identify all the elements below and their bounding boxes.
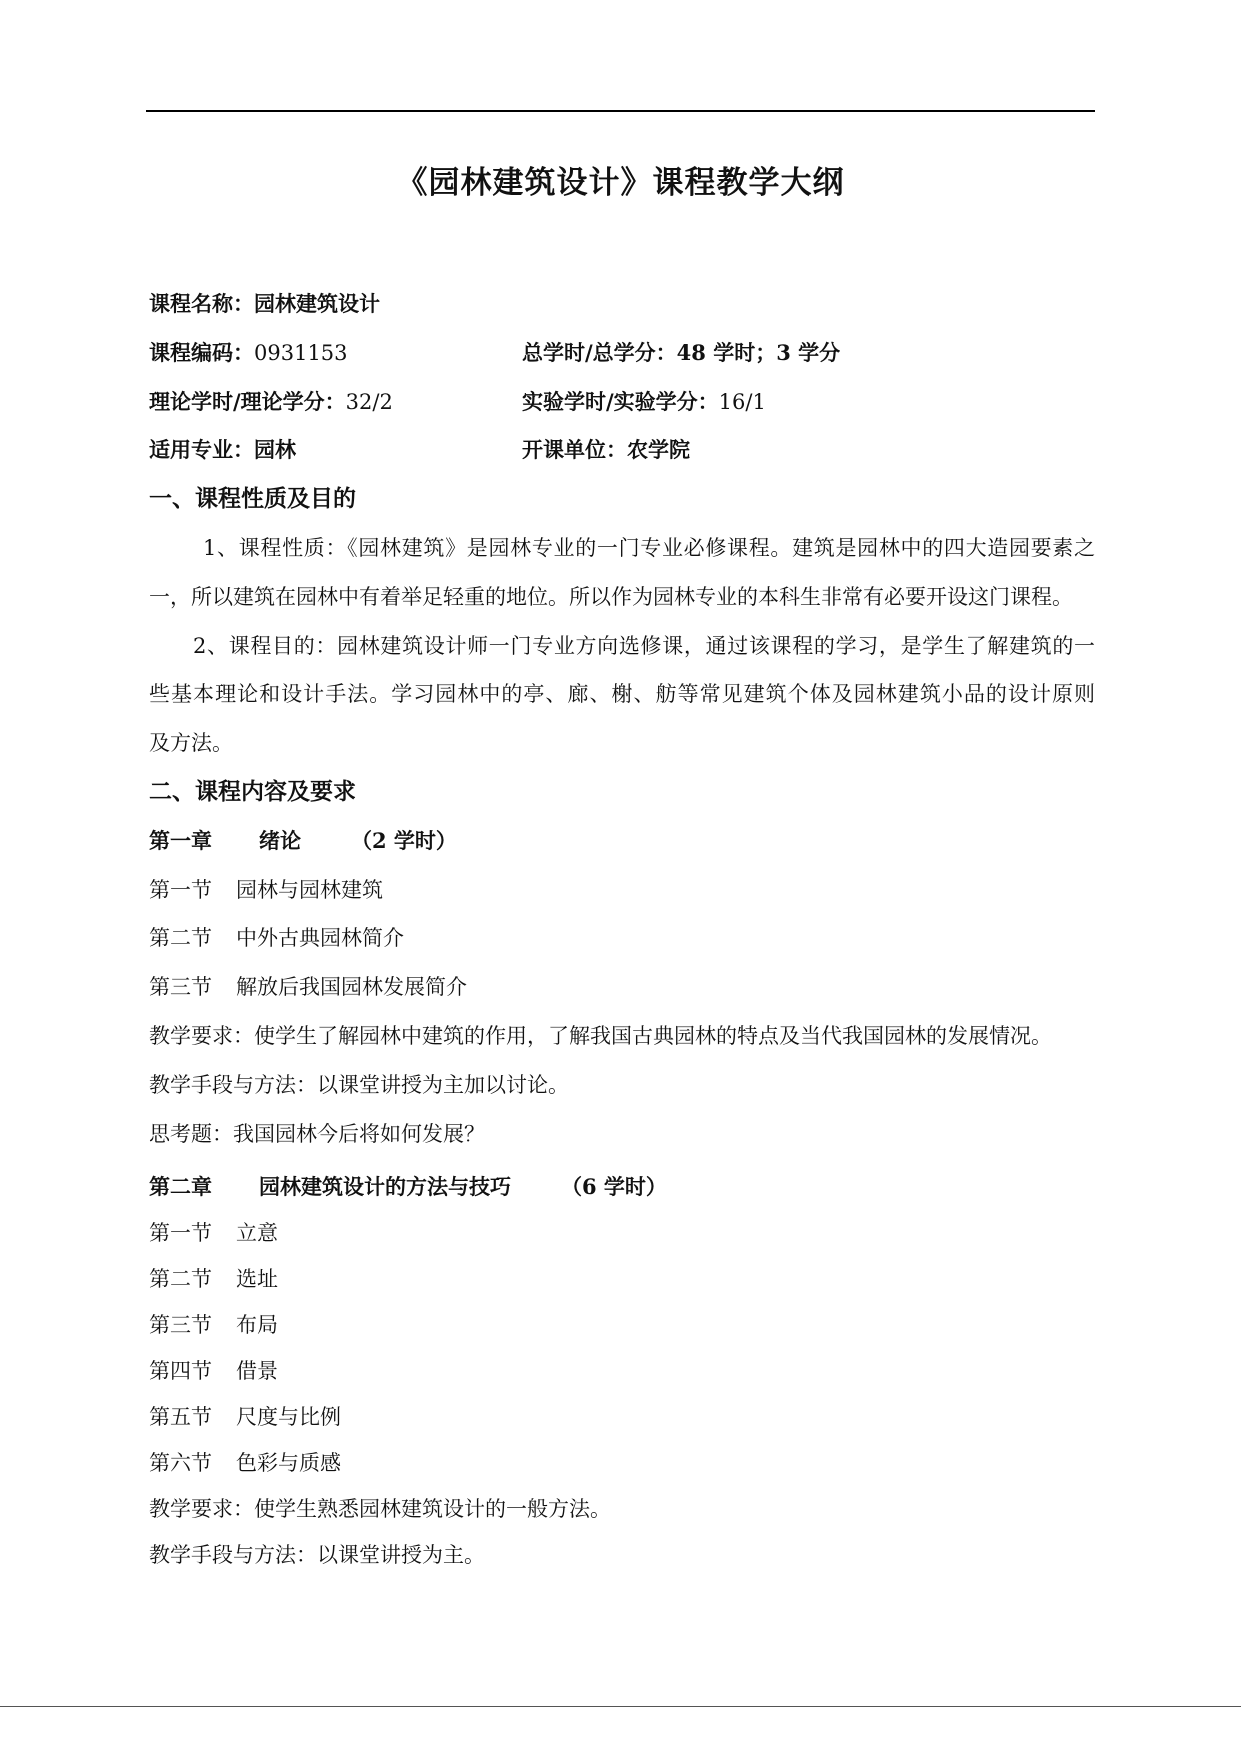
chapter-number: 第二章 (149, 1174, 212, 1199)
info-label: 实验学时/实验学分： (522, 388, 719, 414)
section-item (149, 1256, 1095, 1302)
paragraph-line: 一，所以建筑在园林中有着举足轻重的地位。所以作为园林专业的本科生非常有必要开设这门课程。 (149, 584, 1073, 609)
section-title: 中外古典园林简介 (236, 926, 404, 951)
info-label: 总学时/总学分： (522, 339, 677, 365)
info-row-major-department (149, 426, 1095, 475)
chapter-hours: （2 学时） (351, 827, 457, 853)
section-item (149, 1348, 1095, 1394)
info-row-code-hours (149, 329, 1095, 378)
paragraph-course-nature (149, 524, 1095, 622)
chapter-title: 园林建筑设计的方法与技巧 (259, 1174, 511, 1199)
section-title: 园林与园林建筑 (236, 877, 383, 902)
paragraph-line: 些基本理论和设计手法。学习园林中的亭、廊、榭、舫等常见建筑个体及园林建筑小品的设计原则 (149, 682, 1095, 707)
chapter-hours: （6 学时） (561, 1174, 667, 1199)
info-value: 园林建筑设计 (254, 291, 380, 316)
info-value: 32/2 (345, 389, 393, 414)
section-item (149, 1302, 1095, 1348)
info-value: 0931153 (254, 340, 348, 365)
section-title: 立意 (236, 1221, 278, 1245)
teaching-requirements: 教学要求：使学生熟悉园林建筑设计的一般方法。 (149, 1497, 611, 1521)
chapter-heading-1 (149, 817, 1095, 866)
section-title: 布局 (236, 1313, 278, 1337)
info-row-theory-lab (149, 378, 1095, 427)
chapter-number: 第一章 (149, 827, 212, 853)
info-value: 农学院 (627, 437, 690, 463)
info-cell-department (522, 426, 690, 475)
teaching-requirements: 教学要求：使学生了解园林中建筑的作用，了解我国古典园林的特点及当代我国园林的发展情况。 (149, 1023, 1052, 1048)
section-title: 尺度与比例 (236, 1405, 341, 1429)
section-number: 第二节 (149, 1267, 212, 1291)
chapter-title: 绪论 (259, 827, 301, 853)
section-number: 第四节 (149, 1359, 212, 1383)
info-label: 课程编码： (149, 339, 254, 365)
section-item (149, 1210, 1095, 1256)
section-item (149, 1440, 1095, 1486)
section-heading-content-requirements: 二、课程内容及要求 (149, 777, 356, 805)
section-heading-nature-purpose: 一、课程性质及目的 (149, 485, 356, 513)
paragraph-line: 2、课程目的：园林建筑设计师一门专业方向选修课，通过该课程的学习，是学生了解建筑的一 (193, 633, 1095, 658)
document-body-part-2 (149, 1164, 1095, 1578)
section-item (149, 963, 1095, 1012)
document-body-part-1 (149, 280, 1095, 1158)
section-number: 第五节 (149, 1405, 212, 1429)
info-label: 开课单位： (522, 437, 627, 463)
section-number: 第一节 (149, 1221, 212, 1245)
teaching-methods: 教学手段与方法：以课堂讲授为主。 (149, 1543, 485, 1567)
section-number: 第一节 (149, 877, 212, 902)
discussion-question: 思考题：我国园林今后将如何发展？ (149, 1121, 485, 1146)
info-cell-total-hours (522, 329, 840, 378)
section-title: 解放后我国园林发展简介 (236, 975, 467, 1000)
info-cell-lab-hours (522, 378, 766, 427)
info-label: 课程名称： (149, 291, 254, 316)
info-value: 16/1 (718, 389, 766, 414)
section-number: 第三节 (149, 1313, 212, 1337)
section-number: 第二节 (149, 926, 212, 951)
paragraph-line: 1、课程性质：《园林建筑》是园林专业的一门专业必修课程。建筑是园林中的四大造园要素之 (203, 535, 1095, 560)
section-title: 色彩与质感 (236, 1451, 341, 1475)
footer-rule (0, 1706, 1241, 1707)
info-value: 48 学时；3 学分 (676, 339, 841, 365)
info-label: 理论学时/理论学分： (149, 388, 346, 414)
header-rule (146, 110, 1095, 112)
section-title: 选址 (236, 1267, 278, 1291)
paragraph-course-purpose (149, 622, 1095, 768)
info-row-course-name (149, 280, 1095, 329)
section-item (149, 1394, 1095, 1440)
info-label: 适用专业： (149, 437, 254, 463)
chapter-heading-2 (149, 1164, 1095, 1210)
info-value: 园林 (254, 437, 296, 463)
teaching-methods: 教学手段与方法：以课堂讲授为主加以讨论。 (149, 1072, 569, 1097)
section-number: 第六节 (149, 1451, 212, 1475)
section-number: 第三节 (149, 975, 212, 1000)
document-title: 《园林建筑设计》课程教学大纲 (396, 165, 845, 201)
section-item (149, 914, 1095, 963)
section-item (149, 866, 1095, 915)
paragraph-line: 及方法。 (149, 731, 233, 756)
section-title: 借景 (236, 1359, 278, 1383)
